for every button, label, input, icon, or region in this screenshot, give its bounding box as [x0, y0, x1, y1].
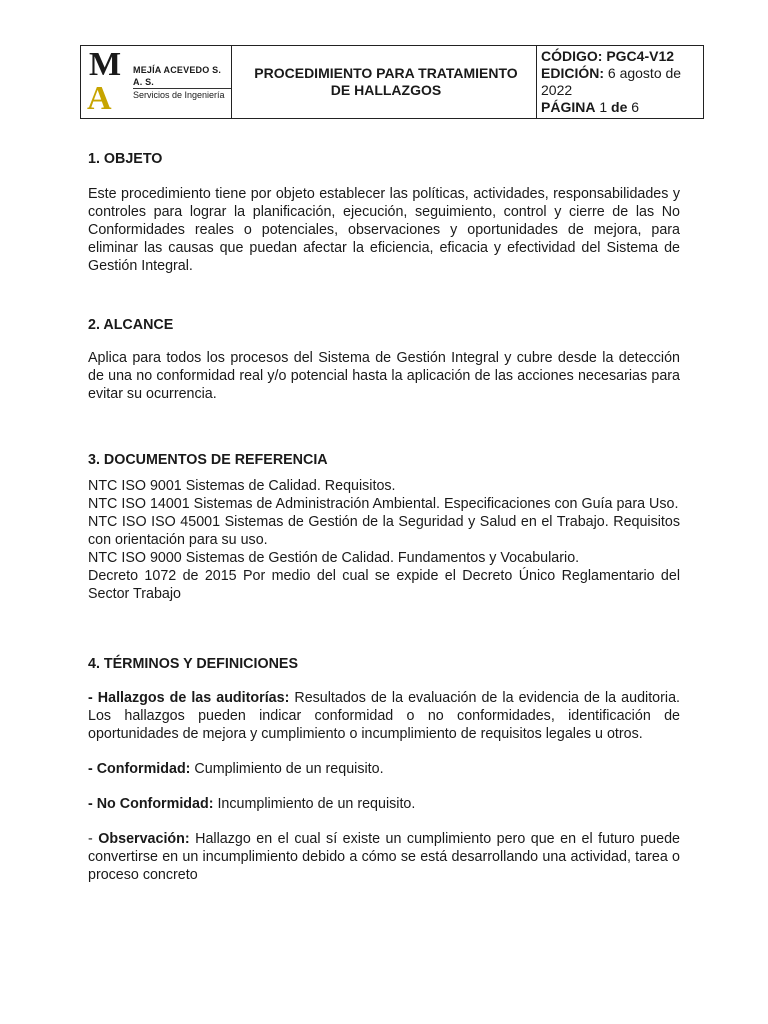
company-logo	[81, 48, 231, 116]
section-title: 3. DOCUMENTOS DE REFERENCIA	[88, 452, 328, 468]
section-documentos	[88, 451, 680, 603]
logo-cell	[81, 46, 232, 119]
page-of: de	[611, 99, 628, 115]
page-number: 1	[595, 99, 612, 115]
reference-item: NTC ISO 9000 Sistemas de Gestión de Calidad. Fundamentos y Vocabulario.	[88, 550, 580, 566]
definition-item	[88, 795, 680, 813]
reference-item: Decreto 1072 de 2015 Por medio del cual se expide el Decreto Único Reglamentario del Sector Trabajo	[88, 568, 680, 602]
logo-letter-a: A	[87, 80, 104, 117]
document-meta	[537, 46, 704, 119]
section-objeto	[88, 150, 680, 275]
definition-text: Resultados de la evaluación de la evidencia de la auditoria. Los hallazgos pueden indicar conformidad o no conformidades, identificación de oportunidades de mejora y cumplimiento o incumplimiento de requisitos legales u otros.	[88, 690, 680, 742]
page-label: PÁGINA	[541, 99, 596, 115]
document-header	[80, 45, 704, 119]
reference-item: NTC ISO 14001 Sistemas de Administración Ambiental. Especificaciones con Guía para Uso.	[88, 496, 679, 512]
definition-text: Hallazgo en el cual sí existe un cumplimiento pero que en el futuro puede convertirse en un incumplimiento debido a cómo se está desarrollando una actividad, tarea o proceso concreto	[88, 831, 680, 883]
definition-prefix: -	[88, 831, 99, 847]
section-text: Aplica para todos los procesos del Sistema de Gestión Integral y cubre desde la detección de una no conformidad real y/o potencial hasta la aplicación de las acciones necesarias para evitar su ocurrencia.	[88, 350, 680, 402]
definition-term: - No Conformidad:	[88, 796, 214, 812]
document-code: CÓDIGO: PGC4-V12	[541, 48, 675, 64]
definition-term: Observación:	[98, 831, 190, 847]
definition-item	[88, 760, 680, 778]
document-edition	[541, 65, 699, 99]
company-name: MEJÍA ACEVEDO S. A. S.	[133, 64, 222, 87]
reference-item: NTC ISO 9001 Sistemas de Calidad. Requisitos.	[88, 478, 396, 494]
title-line-1: PROCEDIMIENTO PARA TRATAMIENTO	[254, 65, 518, 81]
reference-item: NTC ISO ISO 45001 Sistemas de Gestión de la Seguridad y Salud en el Trabajo. Requisitos con orientación para su uso.	[88, 514, 680, 548]
logo-mark	[89, 48, 123, 116]
section-title: 2. ALCANCE	[88, 317, 174, 333]
reference-list	[88, 477, 680, 603]
document-page	[541, 99, 699, 116]
definition-text: Cumplimiento de un requisito.	[190, 761, 384, 777]
page-total: 6	[627, 99, 640, 115]
section-text: Este procedimiento tiene por objeto establecer las políticas, actividades, responsabilidades y controles para lograr la planificación, ejecución, seguimiento, control y cierre de las No Conformidades reales o potenciales, observaciones y oportunidades de mejora, para eliminar las causas que puedan afectar la eficiencia, eficacia y efectividad del Sistema de Gestión Integral.	[88, 186, 680, 274]
definition-item	[88, 830, 680, 884]
document-title	[232, 46, 537, 119]
logo-text	[133, 64, 231, 101]
title-line-2: DE HALLAZGOS	[330, 82, 442, 98]
definition-term: - Hallazgos de las auditorías:	[88, 690, 290, 706]
definition-item	[88, 689, 680, 743]
edition-value: 6 agosto de 2022	[541, 65, 682, 98]
section-alcance	[88, 316, 680, 403]
logo-letter-m: M	[89, 46, 114, 83]
section-title: 1. OBJETO	[88, 151, 163, 167]
section-terminos	[88, 655, 680, 884]
section-title: 4. TÉRMINOS Y DEFINICIONES	[88, 656, 298, 672]
definition-text: Incumplimiento de un requisito.	[213, 796, 416, 812]
edition-label: EDICIÓN:	[541, 65, 604, 81]
definition-term: - Conformidad:	[88, 761, 191, 777]
company-tagline: Servicios de Ingeniería	[133, 88, 231, 101]
